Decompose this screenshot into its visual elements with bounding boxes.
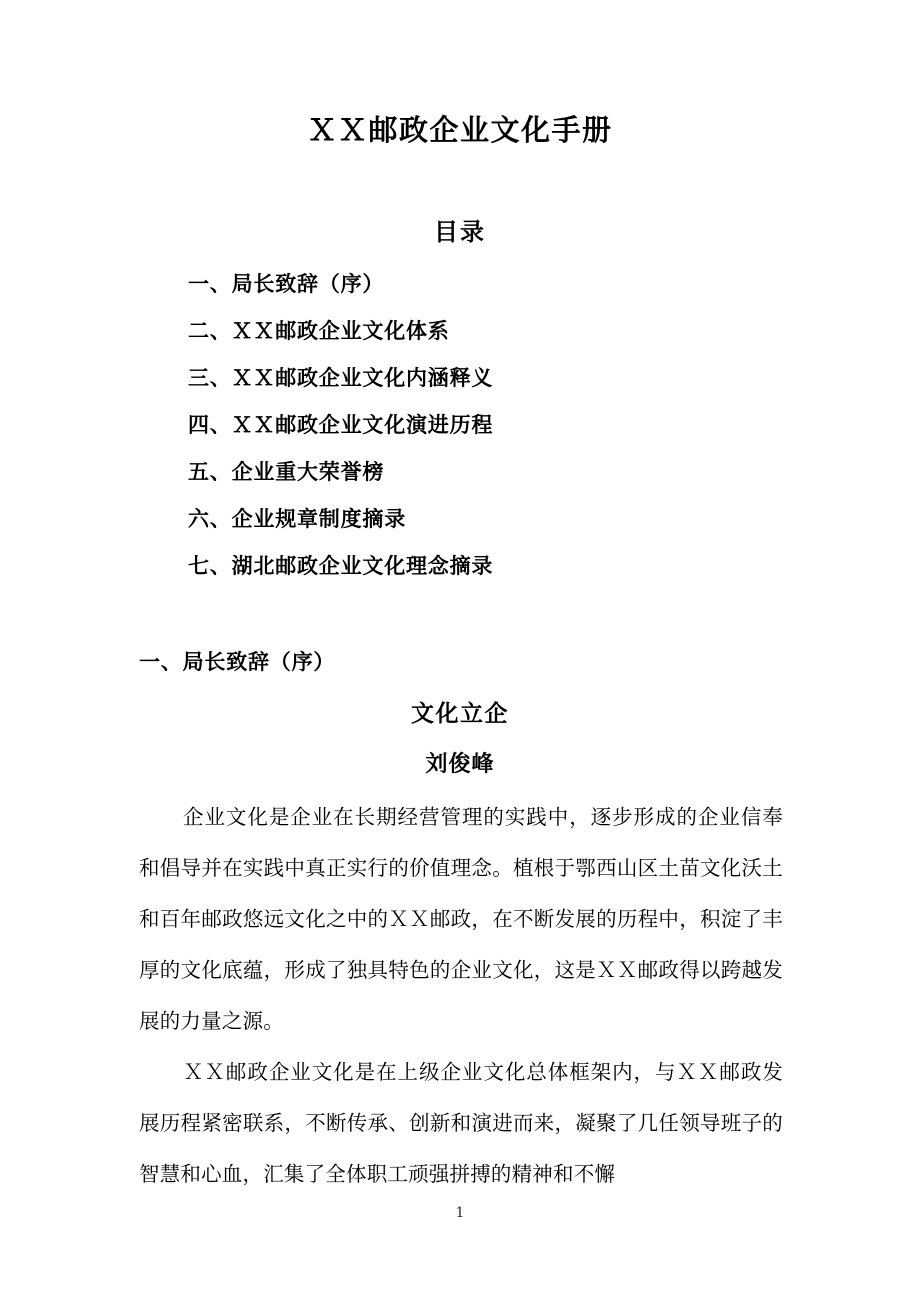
page-title: ＸＸ邮政企业文化手册 [307,113,613,147]
toc-item-6[interactable]: 六、企业规章制度摘录 [188,506,406,531]
toc-item-4[interactable]: 四、ＸＸ邮政企业文化演进历程 [188,412,494,437]
toc-item-3[interactable]: 三、ＸＸ邮政企业文化内涵释义 [188,365,494,390]
body-paragraph: 企业文化是企业在长期经营管理的实践中，逐步形成的企业信奉和倡导并在实践中真正实行的价值理念。植根于鄂西山区土苗文化沃土和百年邮政悠远文化之中的ＸＸ邮政，在不断发展的历程中，积淀了丰厚的文化底蕴，形成了独具特色的企业文化，这是ＸＸ邮政得以跨越发展的力量之源。 [139,805,783,1033]
toc-heading: 目录 [434,218,486,246]
article-author: 刘俊峰 [425,751,495,777]
toc-item-1[interactable]: 一、局长致辞（序） [188,271,385,296]
page-number: 1 [455,1205,465,1221]
toc-item-2[interactable]: 二、ＸＸ邮政企业文化体系 [188,318,450,343]
table-of-contents [188,260,788,589]
article-title: 文化立企 [411,701,509,727]
toc-item-7[interactable]: 七、湖北邮政企业文化理念摘录 [188,553,494,578]
article-body [139,792,783,1200]
section-heading: 一、局长致辞（序） [139,649,336,674]
toc-item-5[interactable]: 五、企业重大荣誉榜 [188,459,385,484]
body-paragraph: ＸＸ邮政企业文化是在上级企业文化总体框架内，与ＸＸ邮政发展历程紧密联系，不断传承、创新和演进而来，凝聚了几任领导班子的智慧和心血，汇集了全体职工顽强拼搏的精神和不懈 [139,1060,783,1186]
